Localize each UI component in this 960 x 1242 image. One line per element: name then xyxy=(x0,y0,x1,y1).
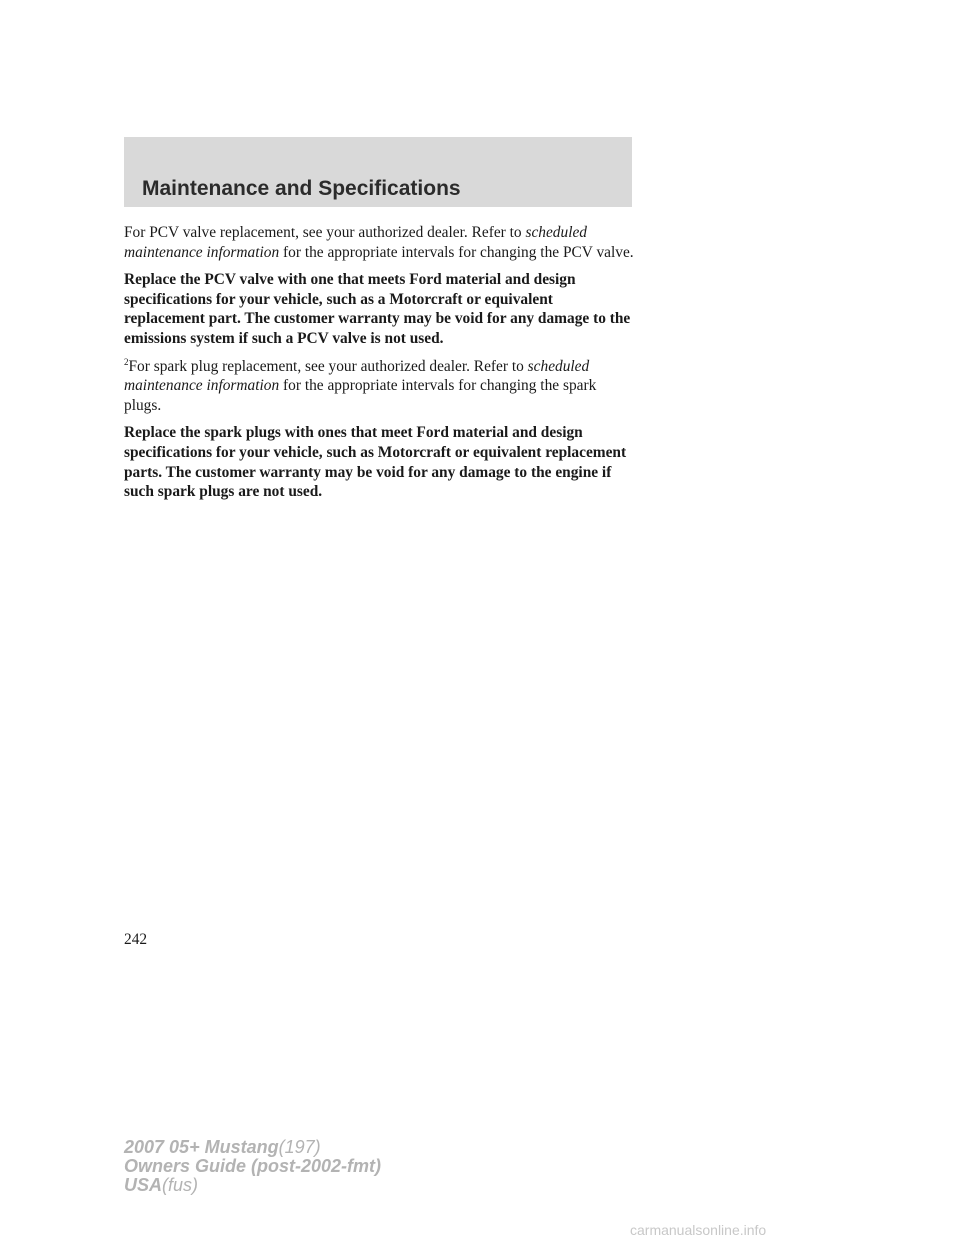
section-title: Maintenance and Specifications xyxy=(142,177,461,200)
pcv-replacement-paragraph xyxy=(124,223,634,262)
pcv-text-start: For PCV valve replacement, see your authorized dealer. Refer to xyxy=(124,224,522,241)
site-watermark: carmanualsonline.info xyxy=(630,1222,767,1238)
footer-model-code: (197) xyxy=(278,1137,321,1157)
footer-guide: Owners Guide (post-2002-fmt) xyxy=(124,1156,382,1176)
footer-line-market xyxy=(124,1176,381,1195)
pcv-warning-paragraph: Replace the PCV valve with one that meets Ford material and design specifications for your vehicle, such as a Motorcraft or equivalent replacement part. The customer warranty may be void for any damage to the emissions system if such a PCV valve is not used. xyxy=(124,271,631,347)
spark-text-end: for the appropriate intervals for changing the spark plugs. xyxy=(124,377,597,414)
footer-line-guide xyxy=(124,1157,381,1176)
footnote-marker: 2 xyxy=(124,356,129,367)
pcv-maintenance-reference: scheduled maintenance information xyxy=(124,224,587,261)
footer-market-code: (fus) xyxy=(162,1175,199,1195)
spark-plug-paragraph xyxy=(124,357,634,416)
page-body xyxy=(124,223,634,510)
footer-market: USA xyxy=(124,1175,163,1195)
footer-line-model xyxy=(124,1138,381,1157)
pcv-text-end: for the appropriate intervals for changing the PCV valve. xyxy=(283,243,634,261)
spark-plug-warning-paragraph: Replace the spark plugs with ones that meet Ford material and design specifications for your vehicle, such as Motorcraft or equivalent replacement parts. The customer warranty may be void for any damage to the engine if such spark plugs are not used. xyxy=(124,424,627,501)
footer-model: 2007 05+ Mustang xyxy=(124,1137,279,1157)
page-number: 242 xyxy=(124,931,148,948)
document-footer xyxy=(124,1138,381,1195)
spark-maintenance-reference: scheduled maintenance information xyxy=(124,357,590,395)
section-header-band xyxy=(124,137,632,207)
spark-text-start: For spark plug replacement, see your authorized dealer. Refer to xyxy=(128,357,524,375)
